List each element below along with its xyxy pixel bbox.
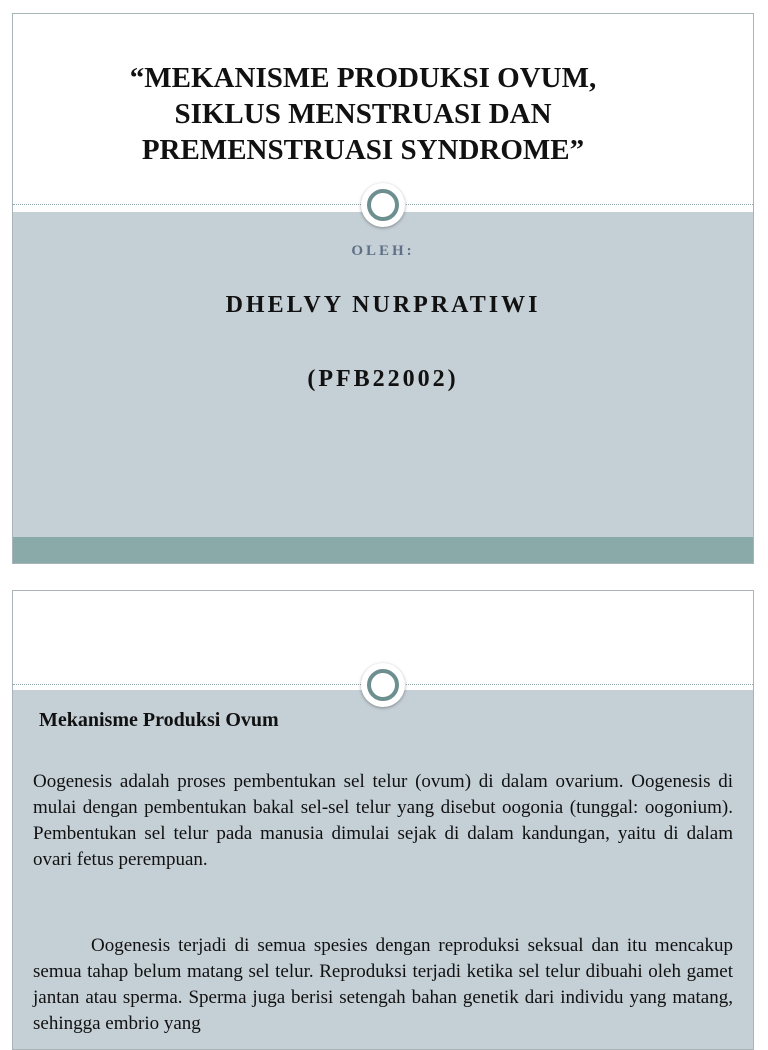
title-line: SIKLUS MENSTRUASI DAN	[174, 98, 552, 130]
section-heading: Mekanisme Produksi Ovum	[39, 709, 279, 731]
footer-bar	[13, 537, 753, 564]
paragraph: Oogenesis adalah proses pembentukan sel telur (ovum) di dalam ovarium. Oogenesis di mulai dengan pembentukan bakal sel-sel telur yang disebut oogonia (tunggal: oogonium). Pembentukan sel telur pada manusia dimulai sejak di dalam kandungan, yaitu di dalam ovari fetus perempuan.	[33, 771, 733, 870]
title-slide	[12, 13, 754, 564]
title-line: “MEKANISME PRODUKSI OVUM,	[129, 62, 597, 94]
student-id: (PFB22002)	[307, 366, 459, 392]
by-label: OLEH:	[351, 243, 415, 259]
slide-title	[63, 60, 663, 168]
title-line: PREMENSTRUASI SYNDROME”	[141, 134, 585, 166]
circle-ornament-icon	[361, 663, 405, 707]
content-slide	[12, 590, 754, 1050]
circle-ornament-icon	[361, 183, 405, 227]
paragraph: Oogenesis terjadi di semua spesies dengan reproduksi seksual dan itu mencakup semua tahap belum matang sel telur. Reproduksi terjadi ketika sel telur dibuahi oleh gamet jantan atau sperma. Sperma juga berisi setengah bahan genetik dari individu yang matang, sehingga embrio yang	[33, 935, 733, 1034]
author-name: DHELVY NURPRATIWI	[225, 292, 541, 318]
